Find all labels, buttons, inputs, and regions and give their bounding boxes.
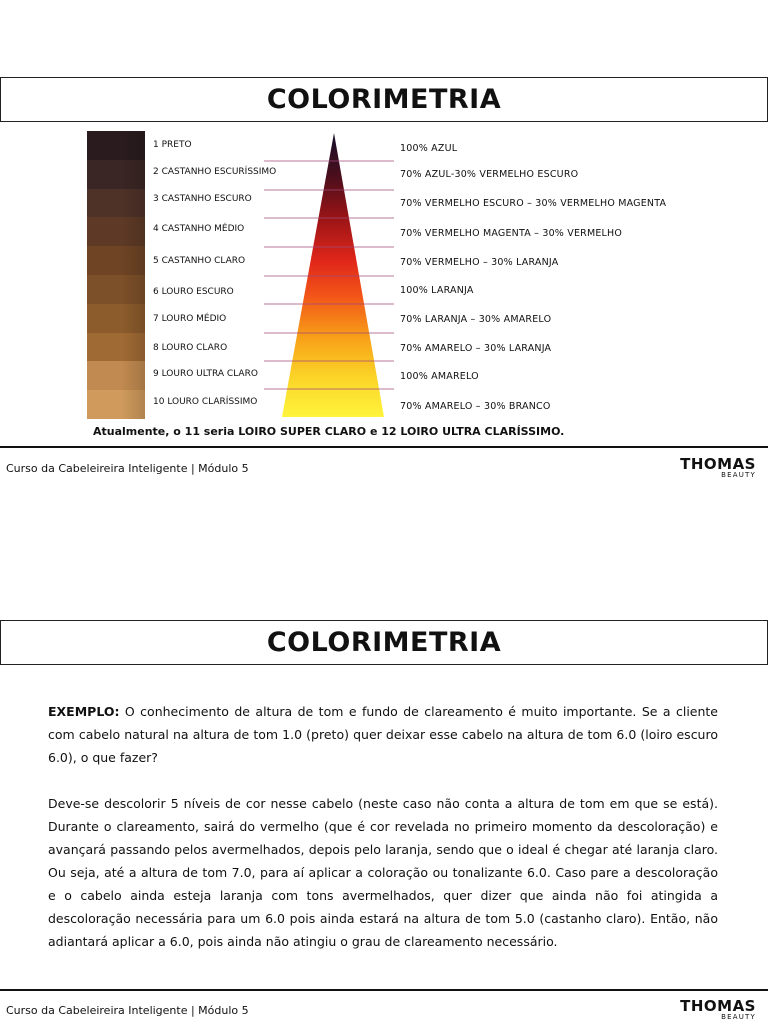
color-pyramid — [262, 131, 402, 419]
hair-swatch-7 — [87, 304, 145, 333]
hair-swatch-5 — [87, 246, 145, 275]
mix-label: 100% LARANJA — [400, 285, 474, 296]
hair-swatch-9 — [87, 361, 145, 390]
brand-logo — [680, 999, 756, 1022]
mix-label: 70% VERMELHO MAGENTA – 30% VERMELHO — [400, 228, 623, 239]
pyramid-shape — [282, 133, 384, 417]
hair-swatch-column — [87, 131, 145, 419]
footer-text: Curso da Cabeleireira Inteligente | Módulo 5 — [6, 1004, 249, 1017]
page-title — [0, 77, 768, 122]
hair-swatch-8 — [87, 333, 145, 362]
mix-label: 70% VERMELHO – 30% LARANJA — [400, 257, 559, 268]
level-label: 1 PRETO — [153, 140, 192, 150]
example-paragraph — [48, 700, 718, 769]
logo-sub-text: BEAUTY — [721, 471, 756, 479]
hair-swatch-3 — [87, 189, 145, 218]
hair-swatch-2 — [87, 160, 145, 189]
mix-label: 100% AZUL — [400, 143, 458, 154]
page-title-text: COLORIMETRIA — [266, 84, 502, 115]
hair-swatch-6 — [87, 275, 145, 304]
level-label: 8 LOURO CLARO — [153, 343, 228, 353]
mix-label: 100% AMARELO — [400, 371, 479, 382]
mix-label: 70% AMARELO – 30% LARANJA — [400, 343, 552, 354]
mix-label: 70% VERMELHO ESCURO – 30% VERMELHO MAGENTA — [400, 198, 667, 209]
page-title — [0, 620, 768, 665]
brand-logo — [680, 457, 756, 480]
level-label: 9 LOURO ULTRA CLARO — [153, 369, 258, 379]
hair-swatch-4 — [87, 217, 145, 246]
page-title-text: COLORIMETRIA — [266, 627, 502, 658]
level-label: 2 CASTANHO ESCURÍSSIMO — [153, 167, 277, 177]
footer-text: Curso da Cabeleireira Inteligente | Módulo 5 — [6, 462, 249, 475]
mix-label: 70% LARANJA – 30% AMARELO — [400, 314, 552, 325]
level-label: 4 CASTANHO MÉDIO — [153, 224, 245, 234]
note-text: Atualmente, o 11 seria LOIRO SUPER CLARO e 12 LOIRO ULTRA CLARÍSSIMO. — [93, 425, 565, 438]
level-label: 6 LOURO ESCURO — [153, 287, 234, 297]
mix-label: 70% AMARELO – 30% BRANCO — [400, 401, 551, 412]
level-label: 7 LOURO MÉDIO — [153, 314, 227, 324]
footer-divider — [0, 989, 768, 991]
level-label: 10 LOURO CLARÍSSIMO — [153, 397, 258, 407]
level-label: 3 CASTANHO ESCURO — [153, 194, 252, 204]
mix-label: 70% AZUL-30% VERMELHO ESCURO — [400, 169, 579, 180]
logo-sub-text: BEAUTY — [721, 1013, 756, 1021]
example-text: O conhecimento de altura de tom e fundo de clareamento é muito importante. Se a cliente com cabelo natural na altura de tom 1.0 (preto) quer deixar esse cabelo na altura de tom 6.0 (loiro escuro 6.0), o que fazer? — [48, 704, 718, 765]
example-label: EXEMPLO: — [48, 704, 120, 719]
hair-swatch-1 — [87, 131, 145, 160]
footer-divider — [0, 446, 768, 448]
hair-swatch-10 — [87, 390, 145, 419]
explanation-paragraph: Deve-se descolorir 5 níveis de cor nesse cabelo (neste caso não conta a altura de tom em que se está). Durante o clareamento, sairá do vermelho (que é cor revelada no primeiro momento da descoloração) e avançará passando pelos avermelhados, depois pelo laranja, sendo que o ideal é chegar até laranja claro. Ou seja, até a altura de tom 7.0, para aí aplicar a coloração ou tonalizante 6.0. Caso pare a descoloração e o cabelo ainda esteja laranja com tons avermelhados, quer dizer que ainda não foi atingida a descoloração necessária para um 6.0 pois ainda estará na altura de tom 5.0 (castanho claro). Então, não adiantará aplicar a 6.0, pois ainda não atingiu o grau de clareamento necessário. — [48, 796, 718, 949]
logo-main-text: THOMAS — [680, 455, 756, 473]
logo-main-text: THOMAS — [680, 997, 756, 1015]
level-label: 5 CASTANHO CLARO — [153, 256, 246, 266]
